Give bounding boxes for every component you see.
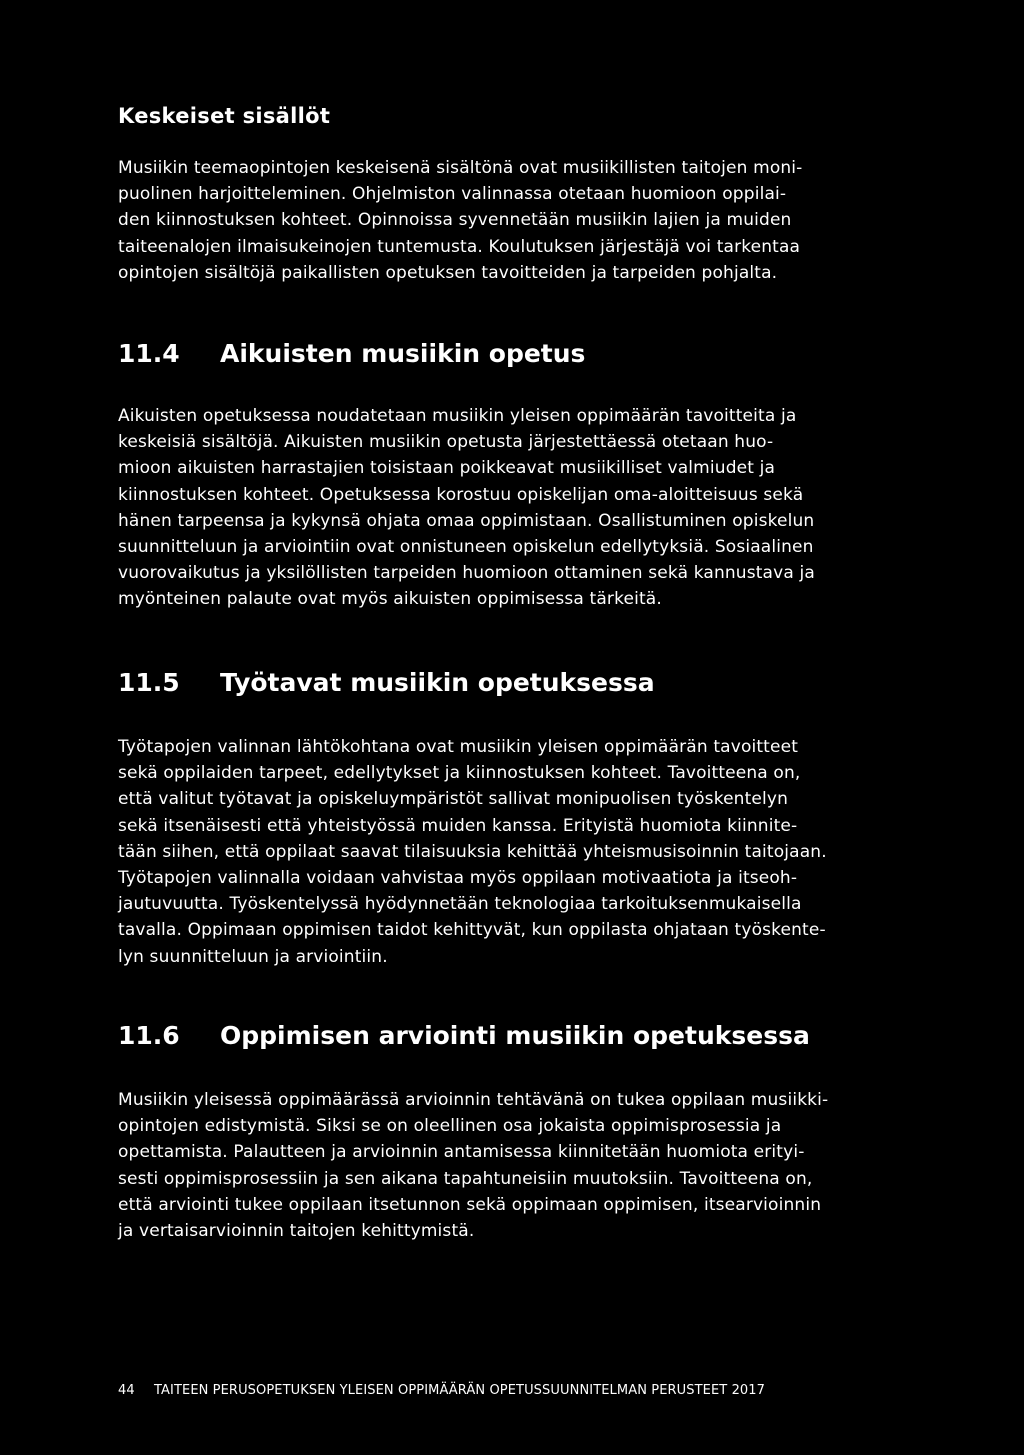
text-line: sesti oppimisprosessiin ja sen aikana tapahtuneisiin muutoksiin. Tavoitteena on, [118, 1168, 813, 1189]
section-number: 11.5 [118, 668, 180, 697]
text-line: lyn suunnitteluun ja arviointiin. [118, 946, 388, 967]
footer-title: TAITEEN PERUSOPETUKSEN YLEISEN OPPIMÄÄRÄN OPETUSSUUNNITELMAN PERUSTEET 2017 [154, 1383, 766, 1398]
text-line: Työtapojen valinnan lähtökohtana ovat musiikin yleisen oppimäärän tavoitteet [118, 737, 799, 757]
subheading-keskeiset-sisallot: Keskeiset sisällöt [118, 104, 331, 128]
text-line: den kiinnostuksen kohteet. Opinnoissa syvennetään musiikin lajien ja muiden [118, 210, 792, 231]
page-number: 44 [118, 1383, 135, 1398]
text-line: suunnitteluun ja arviointiin ovat onnistuneen opiskelun edellytyksiä. Sosiaalinen [118, 537, 814, 558]
section-heading-11-6 [118, 1021, 810, 1050]
text-line: Aikuisten opetuksessa noudatetaan musiikin yleisen oppimäärän tavoitteita ja [118, 406, 797, 426]
section-number: 11.6 [118, 1021, 180, 1050]
section-heading-11-4 [118, 339, 585, 368]
text-line: ja vertaisarvioinnin taitojen kehittymistä. [118, 1221, 475, 1242]
text-line: sekä oppilaiden tarpeet, edellytykset ja kiinnostuksen kohteet. Tavoitteena on, [118, 763, 801, 784]
text-line: kiinnostuksen kohteet. Opetuksessa korostuu opiskelijan oma-aloitteisuus sekä [118, 484, 804, 505]
text-line: hänen tarpeensa ja kykynsä ohjata omaa oppimistaan. Osallistuminen opiskelun [118, 510, 815, 531]
section-title: Oppimisen arviointi musiikin opetuksessa [220, 1021, 810, 1050]
text-line: puolinen harjoitteleminen. Ohjelmiston valinnassa otetaan huomioon oppilai- [118, 184, 787, 205]
text-line: sekä itsenäisesti että yhteistyössä muiden kanssa. Erityistä huomiota kiinnite- [118, 815, 798, 836]
text-line: jautuvuutta. Työskentelyssä hyödynnetään teknologiaa tarkoituksenmukaisella [118, 894, 802, 915]
text-line: että arviointi tukee oppilaan itsetunnon sekä oppimaan oppimisen, itsearvioinnin [118, 1194, 822, 1215]
text-line: mioon aikuisten harrastajien toisistaan poikkeavat musiikilliset valmiudet ja [118, 458, 776, 479]
text-line: Musiikin teemaopintojen keskeisenä sisältönä ovat musiikillisten taitojen moni- [118, 158, 803, 178]
paragraph-tyotavat [118, 734, 878, 970]
section-heading-11-5 [118, 668, 655, 697]
text-line: keskeisiä sisältöjä. Aikuisten musiikin opetusta järjestettäessä otetaan huo- [118, 432, 774, 453]
paragraph-aikuisten-opetus [118, 403, 878, 613]
paragraph-keskeiset-sisallot [118, 155, 878, 286]
page-footer [118, 1383, 765, 1398]
text-line: taiteenalojen ilmaisukeinojen tuntemusta. Koulutuksen järjestäjä voi tarkentaa [118, 236, 801, 257]
section-title: Aikuisten musiikin opetus [220, 339, 586, 368]
section-number: 11.4 [118, 339, 180, 368]
text-line: Työtapojen valinnalla voidaan vahvistaa myös oppilaan motivaatiota ja itseoh- [118, 868, 798, 889]
text-line: tään siihen, että oppilaat saavat tilaisuuksia kehittää yhteismusisoinnin taitojaan. [118, 841, 827, 862]
text-line: opintojen sisältöjä paikallisten opetuksen tavoitteiden ja tarpeiden pohjalta. [118, 262, 778, 283]
paragraph-arviointi [118, 1087, 878, 1244]
section-title: Työtavat musiikin opetuksessa [220, 668, 655, 697]
text-line: myönteinen palaute ovat myös aikuisten oppimisessa tärkeitä. [118, 589, 662, 610]
text-line: vuorovaikutus ja yksilöllisten tarpeiden huomioon ottaminen sekä kannustava ja [118, 563, 815, 584]
text-line: opettamista. Palautteen ja arvioinnin antamisessa kiinnitetään huomiota erityi- [118, 1142, 805, 1163]
text-line: opintojen edistymistä. Siksi se on oleellinen osa jokaista oppimisprosessia ja [118, 1116, 782, 1137]
text-line: Musiikin yleisessä oppimäärässä arvioinnin tehtävänä on tukea oppilaan musiikki- [118, 1090, 829, 1110]
text-line: tavalla. Oppimaan oppimisen taidot kehittyvät, kun oppilasta ohjataan työskente- [118, 920, 826, 941]
text-line: että valitut työtavat ja opiskeluympäristöt sallivat monipuolisen työskentelyn [118, 789, 789, 810]
